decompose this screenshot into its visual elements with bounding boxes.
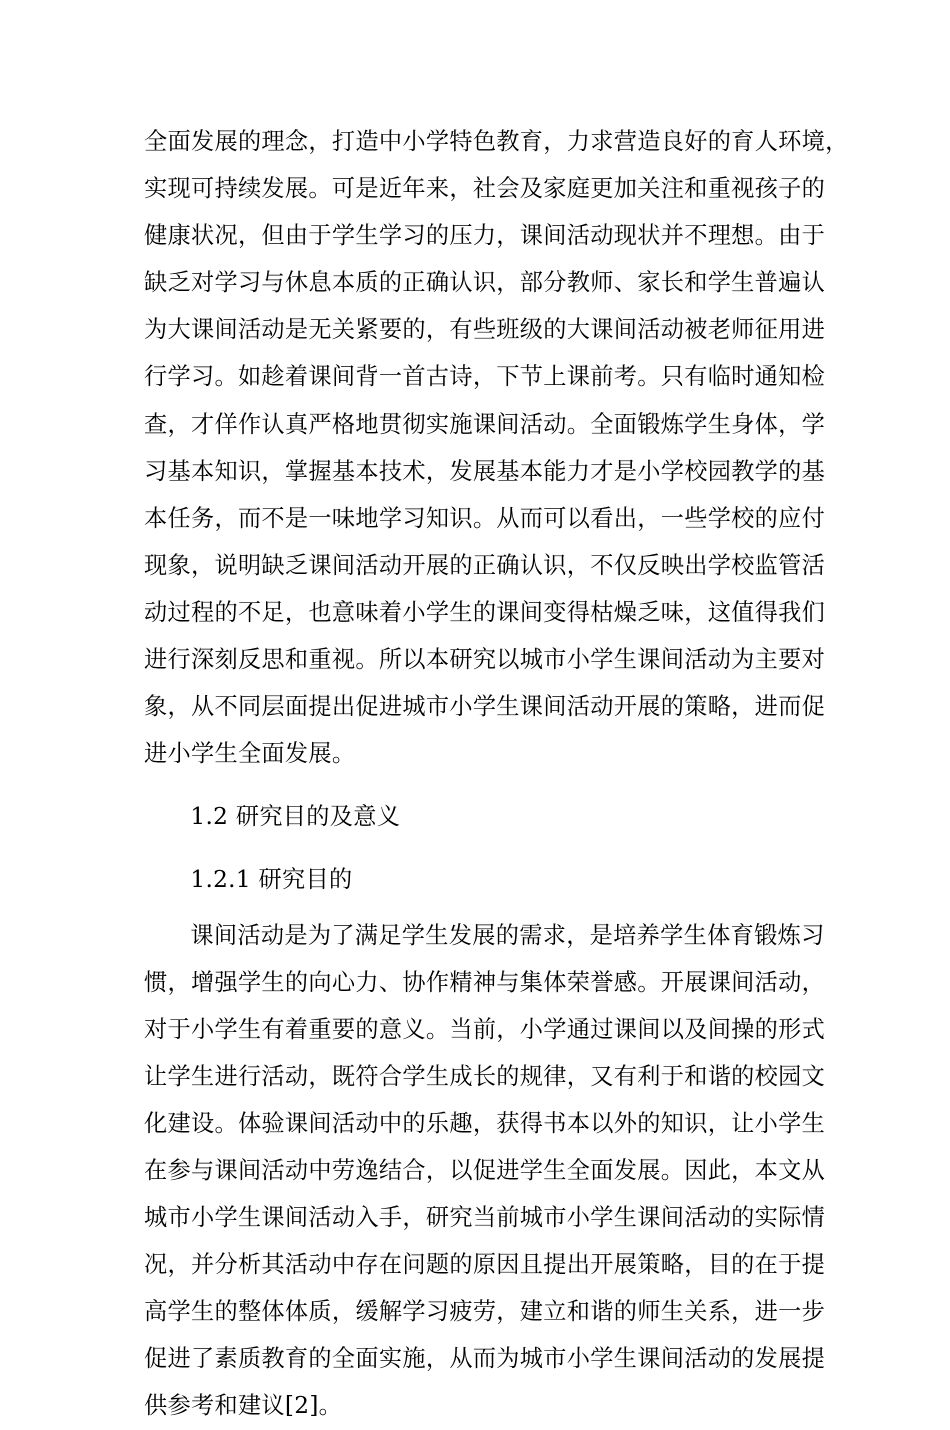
text-line: 缺乏对学习与休息本质的正确认识，部分教师、家长和学生普遍认: [144, 269, 826, 297]
text-line: 全面发展的理念，打造中小学特色教育，力求营造良好的育人环境，: [144, 128, 849, 155]
text-line: 为大课间活动是无关紧要的，有些班级的大课间活动被老师征用进: [144, 316, 826, 344]
paragraph-continuation: [144, 118, 849, 777]
section-heading-1-2: 1.2 研究目的及意义: [190, 803, 401, 831]
text-line: 高学生的整体体质，缓解学习疲劳，建立和谐的师生关系，进一步: [144, 1298, 826, 1326]
text-line: 供参考和建议[2]。: [144, 1392, 343, 1420]
spacer: [144, 777, 808, 785]
text-line: 课间活动是为了满足学生发展的需求，是培养学生体育锻炼习: [190, 921, 825, 949]
text-line: 促进了素质教育的全面实施，从而为城市小学生课间活动的发展提: [144, 1345, 826, 1373]
text-line: 现象，说明缺乏课间活动开展的正确认识，不仅反映出学校监管活: [144, 551, 826, 579]
text-line: 象，从不同层面提出促进城市小学生课间活动开展的策略，进而促: [144, 693, 826, 721]
text-line: 城市小学生课间活动入手，研究当前城市小学生课间活动的实际情: [144, 1204, 826, 1232]
section-heading-1-2-1: 1.2.1 研究目的: [190, 866, 353, 894]
text-line: 在参与课间活动中劳逸结合，以促进学生全面发展。因此，本文从: [144, 1156, 826, 1184]
text-line: 进小学生全面发展。: [144, 740, 356, 768]
text-line: 健康状况，但由于学生学习的压力，课间活动现状并不理想。由于: [144, 222, 826, 250]
text-line: 惯，增强学生的向心力、协作精神与集体荣誉感。开展课间活动，: [144, 968, 826, 996]
text-line: 习基本知识，掌握基本技术，发展基本能力才是小学校园教学的基: [144, 457, 826, 485]
paragraph-research-purpose: [144, 912, 826, 1430]
text-line: 本任务，而不是一味地学习知识。从而可以看出，一些学校的应付: [144, 504, 826, 532]
text-line: 让学生进行活动，既符合学生成长的规律，又有利于和谐的校园文: [144, 1062, 826, 1090]
spacer: [144, 904, 808, 912]
spacer: [144, 840, 808, 848]
text-line: 行学习。如趁着课间背一首古诗，下节上课前考。只有临时通知检: [144, 363, 826, 391]
text-line: 化建设。体验课间活动中的乐趣，获得书本以外的知识，让小学生: [144, 1109, 826, 1137]
text-line: 动过程的不足，也意味着小学生的课间变得枯燥乏味，这值得我们: [144, 598, 826, 626]
document-body: [144, 118, 849, 1430]
text-line: 查，才佯作认真严格地贯彻实施课间活动。全面锻炼学生身体，学: [144, 410, 826, 438]
text-line: 进行深刻反思和重视。所以本研究以城市小学生课间活动为主要对: [144, 646, 826, 674]
text-line: 况，并分析其活动中存在问题的原因且提出开展策略，目的在于提: [144, 1251, 826, 1279]
text-line: 实现可持续发展。可是近年来，社会及家庭更加关注和重视孩子的: [144, 175, 826, 203]
text-line: 对于小学生有着重要的意义。当前，小学通过课间以及间操的形式: [144, 1015, 826, 1043]
